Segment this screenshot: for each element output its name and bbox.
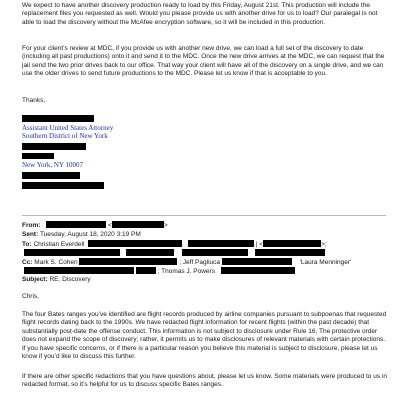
paragraph-production: We expect to have another discovery production ready to load by this Friday, August 21st. This production will include the replacement files you requested as well. Would you please provide us with another drive for us to load? Our paralegal is not able to load the discovery without the McAfee encryption software, so it will be included in this production. (22, 2, 378, 26)
redacted-cc-3 (24, 267, 134, 274)
redacted-to-email2 (263, 240, 321, 247)
to-row-2 (22, 249, 325, 258)
redacted-name (22, 115, 94, 122)
redacted-email (22, 182, 104, 189)
cc-name2: ; Jeff Pagliuca (179, 259, 220, 266)
redacted-to-3 (24, 249, 120, 256)
redacted-to-5 (182, 249, 248, 256)
subject-value: RE: Discovery (49, 276, 91, 283)
cc-label: Cc: (22, 259, 33, 266)
redacted-cc-email (79, 258, 177, 265)
to-value: Christian Everdell (33, 241, 85, 248)
redacted-to-name2 (188, 240, 254, 247)
thanks-text: Thanks, (22, 97, 46, 104)
signature-title: Assistant United States Attorney (22, 124, 114, 132)
from-label: From: (22, 222, 41, 229)
redacted-address (22, 143, 86, 150)
from-bracket-close: > (163, 222, 168, 229)
redacted-from-email (112, 221, 164, 228)
redacted-to-email (88, 240, 182, 247)
paragraph-redactions: If there are other specific redactions that you have questions about, please let us know. Some materials were produced to us in redacted format, so it’s helpful for us to discuss specific Bates ranges. (22, 373, 387, 389)
redacted-phone (22, 172, 80, 179)
cc-row (22, 258, 351, 267)
signature-city: New York, NY 10007 (22, 161, 83, 169)
redacted-cc-3b (136, 267, 156, 274)
signature-office: Southern District of New York (22, 132, 108, 140)
cc-name3: 'Laura Menninger' (299, 259, 352, 266)
to-sep2: >; (321, 241, 327, 248)
sent-row (22, 231, 141, 239)
to-label: To: (22, 241, 32, 248)
separator-rule (22, 215, 386, 216)
redacted-to-4 (126, 249, 174, 256)
redacted-from-name (46, 221, 106, 228)
cc-value: Mark S. Cohen (34, 259, 78, 266)
redacted-to-6 (255, 249, 325, 256)
greeting: Chris, (22, 293, 39, 300)
redacted-cc-email2 (222, 258, 292, 265)
sent-label: Sent: (22, 231, 39, 238)
paragraph-bates: The four Bates ranges you’ve identified are flight records produced by airline companies pursuant to subpoenas that requested flight records dating back to the 1990s. We have redacted flight information for recent flights (within the past decade) that substantially post-date the offense conduct. This information is not subject to disclosure under Rule 16. The protective order does not expand the scope of discovery; rather, it permits us to make disclosures of relevant materials with certain protections. If you have specific concerns, or if there is a particular reason you believe this material is subject to disclosure, please let us know if you’d like to discuss this further. (22, 311, 387, 361)
cc-row-2 (22, 267, 295, 276)
redacted-cc-4 (221, 267, 295, 274)
paragraph-drive-request: For your client’s review at MDC, if you provide us with another new drive, we can load a full set of the discovery to date (including all past productions) onto it and send it to the MDC. Once the new drive arrives at the MDC, we can request that the jail send the two prior drives back to our office. That way your client will have all of the discovery on a single drive, and we can use the older drives to send future productions to the MDC. Please let us know if that is acceptable to you. (22, 45, 385, 78)
from-bracket: < (108, 222, 112, 229)
cc-name4: ; Thomas J. Powers (157, 268, 215, 275)
subject-row (22, 276, 91, 284)
to-row (22, 240, 327, 249)
from-row (22, 221, 168, 230)
redacted-address-2 (22, 153, 54, 159)
to-sep: | < (255, 241, 264, 248)
subject-label: Subject: (22, 276, 48, 283)
sent-value: Tuesday, August 18, 2020 3:19 PM (39, 231, 141, 238)
